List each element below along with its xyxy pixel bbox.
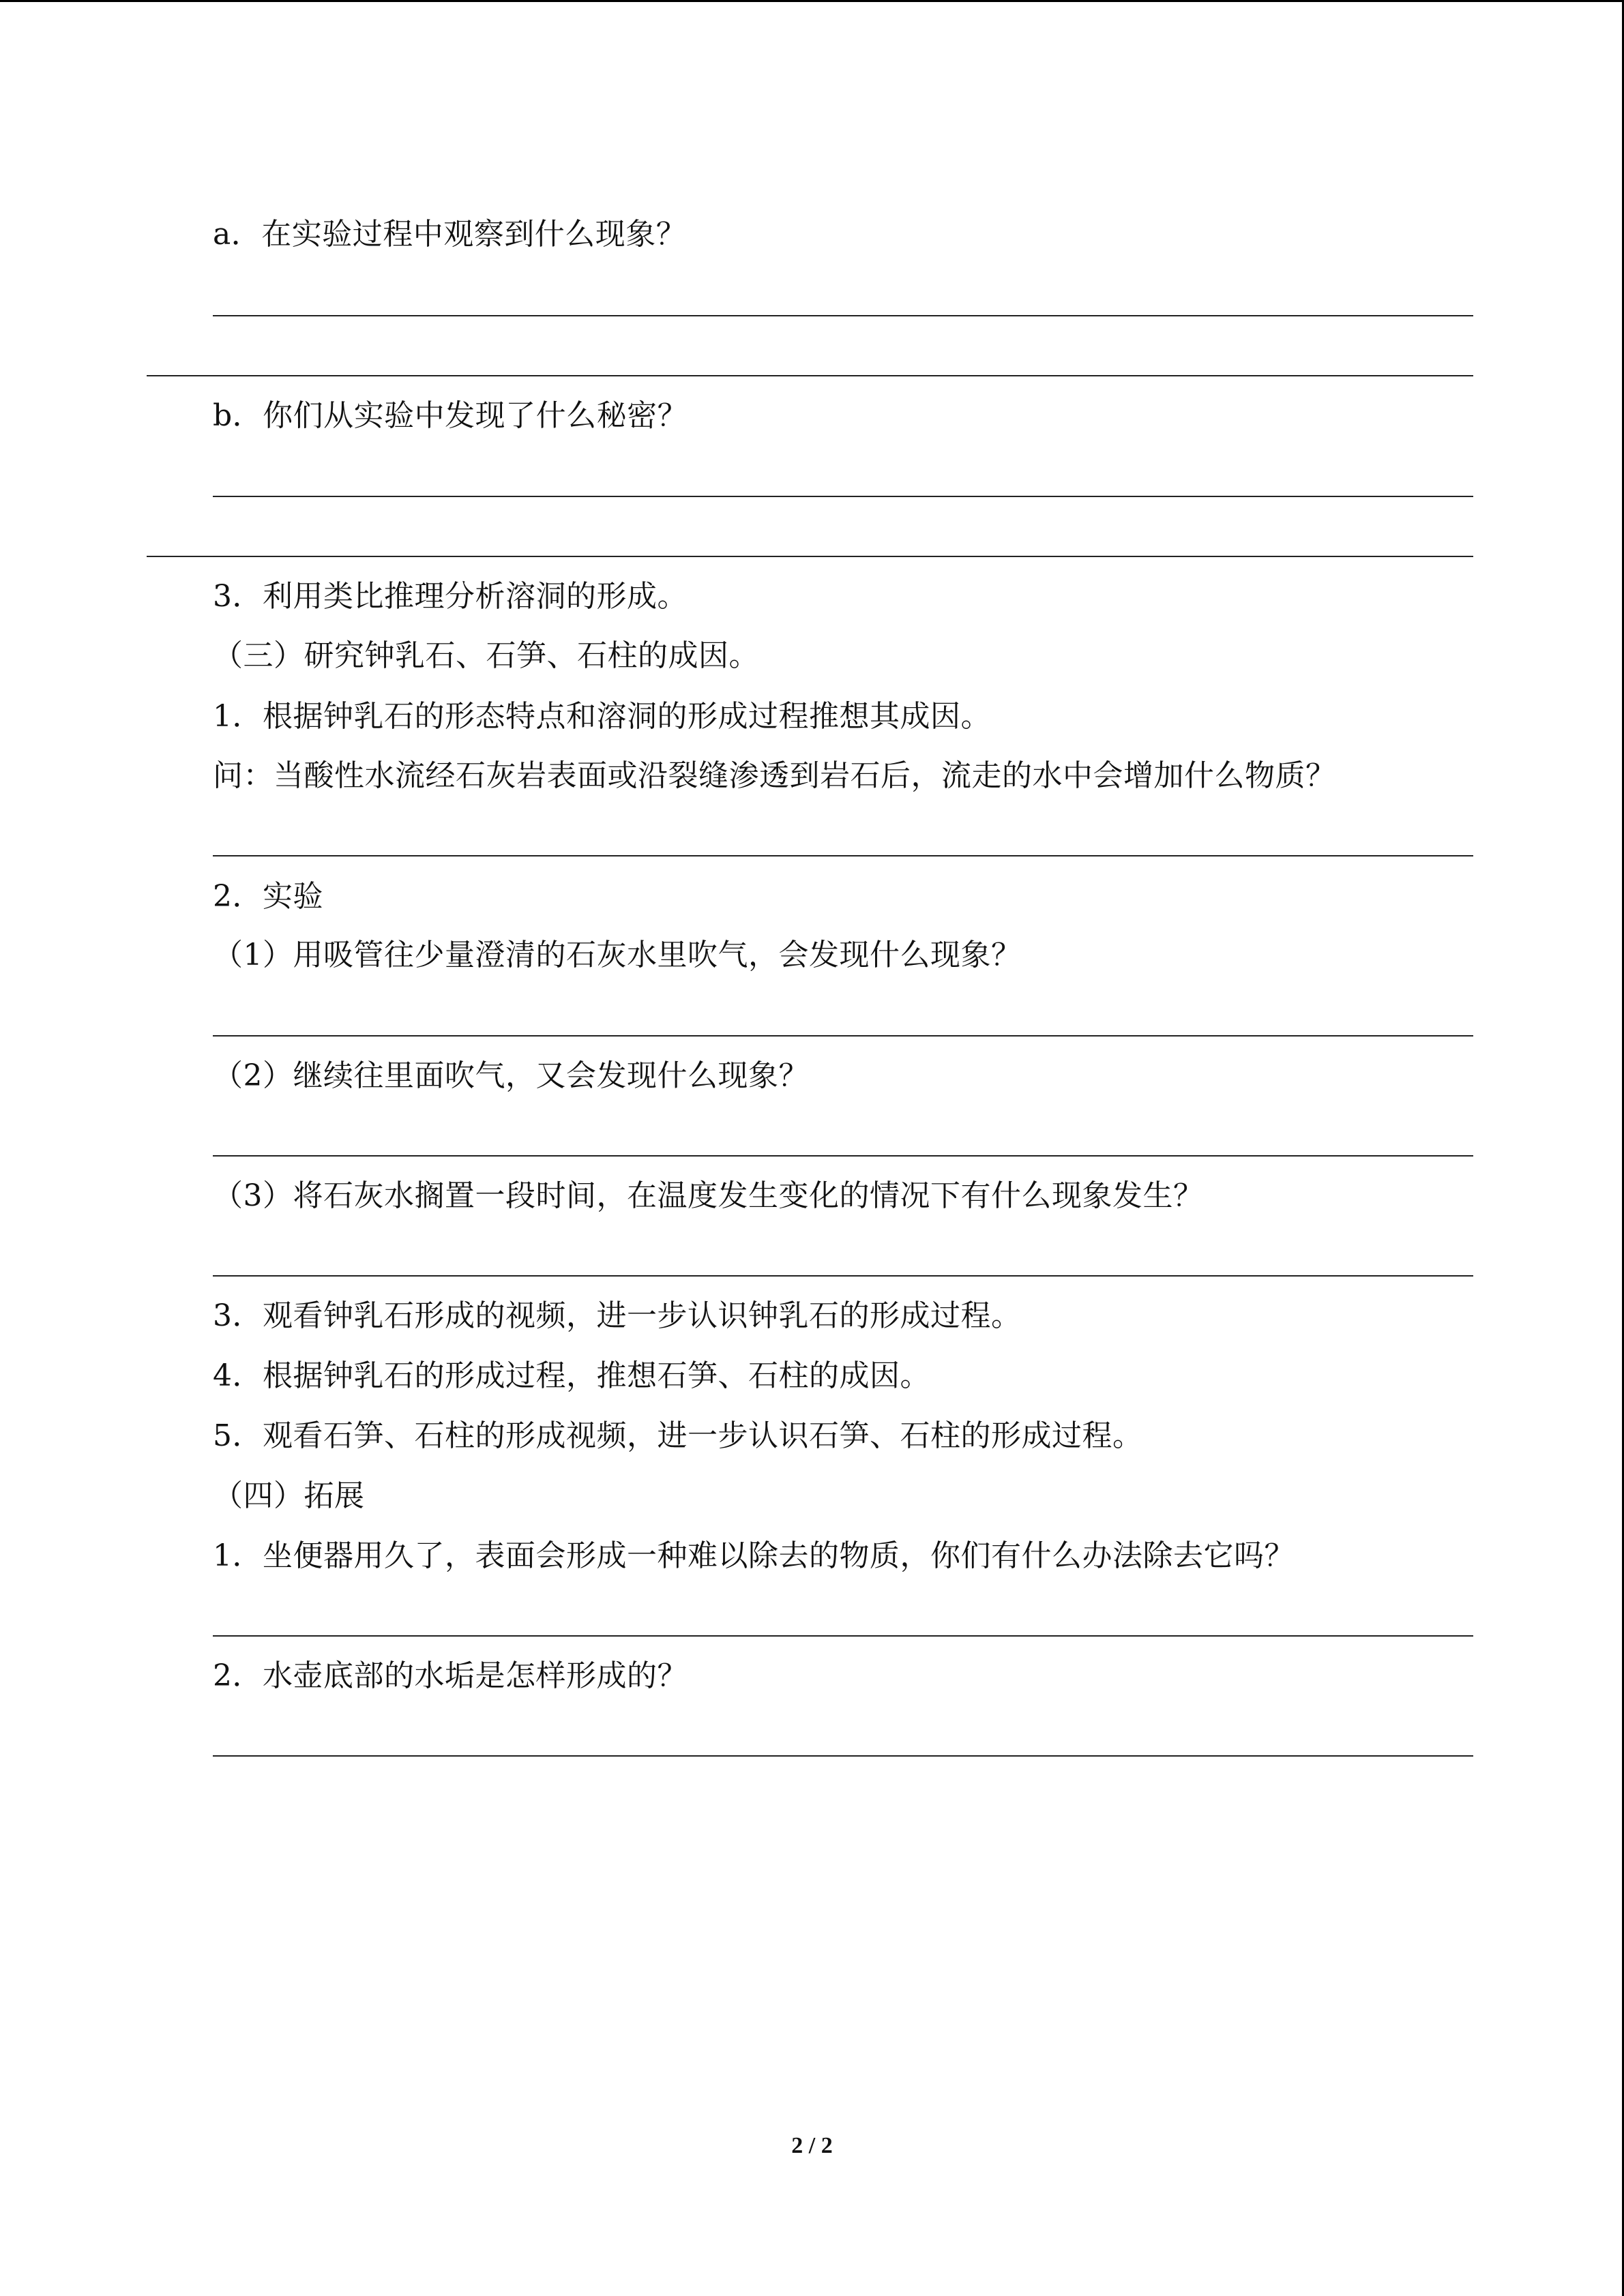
question-a: a．在实验过程中观察到什么现象？ (213, 217, 687, 252)
answer-line (213, 855, 1473, 856)
step-2-experiment: 2．实验 (213, 879, 323, 914)
answer-line (213, 1155, 1473, 1157)
experiment-1: （1）用吸管往少量澄清的石灰水里吹气，会发现什么现象？ (213, 938, 1022, 972)
answer-line (213, 1755, 1473, 1757)
experiment-3: （3）将石灰水搁置一段时间，在温度发生变化的情况下有什么现象发生？ (213, 1178, 1204, 1213)
step-5-video: 5．观看石笋、石柱的形成视频，进一步认识石笋、石柱的形成过程。 (213, 1418, 1143, 1453)
page-number: 2 / 2 (791, 2133, 833, 2158)
answer-line (147, 556, 1473, 557)
section-4-heading: （四）拓展 (213, 1478, 365, 1513)
question-acid-water: 问：当酸性水流经石灰岩表面或沿裂缝渗透到岩石后，流走的水中会增加什么物质？ (213, 758, 1336, 793)
answer-line (213, 315, 1473, 316)
extension-question-2: 2．水壶底部的水垢是怎样形成的？ (213, 1658, 688, 1693)
answer-line (213, 496, 1473, 497)
section-3-heading: （三）研究钟乳石、石笋、石柱的成因。 (213, 638, 759, 673)
step-1-infer: 1．根据钟乳石的形态特点和溶洞的形成过程推想其成因。 (213, 699, 991, 734)
step-4-infer: 4．根据钟乳石的形成过程，推想石笋、石柱的成因。 (213, 1358, 930, 1393)
step-3-analogy: 3．利用类比推理分析溶洞的形成。 (213, 579, 688, 614)
answer-line (213, 1635, 1473, 1637)
answer-line (147, 375, 1473, 376)
answer-line (213, 1035, 1473, 1037)
step-3-video: 3．观看钟乳石形成的视频，进一步认识钟乳石的形成过程。 (213, 1298, 1022, 1333)
question-b: b．你们从实验中发现了什么秘密？ (213, 398, 688, 433)
extension-question-1: 1．坐便器用久了，表面会形成一种难以除去的物质，你们有什么办法除去它吗？ (213, 1538, 1295, 1573)
experiment-2: （2）继续往里面吹气，又会发现什么现象？ (213, 1058, 809, 1093)
answer-line (213, 1275, 1473, 1277)
